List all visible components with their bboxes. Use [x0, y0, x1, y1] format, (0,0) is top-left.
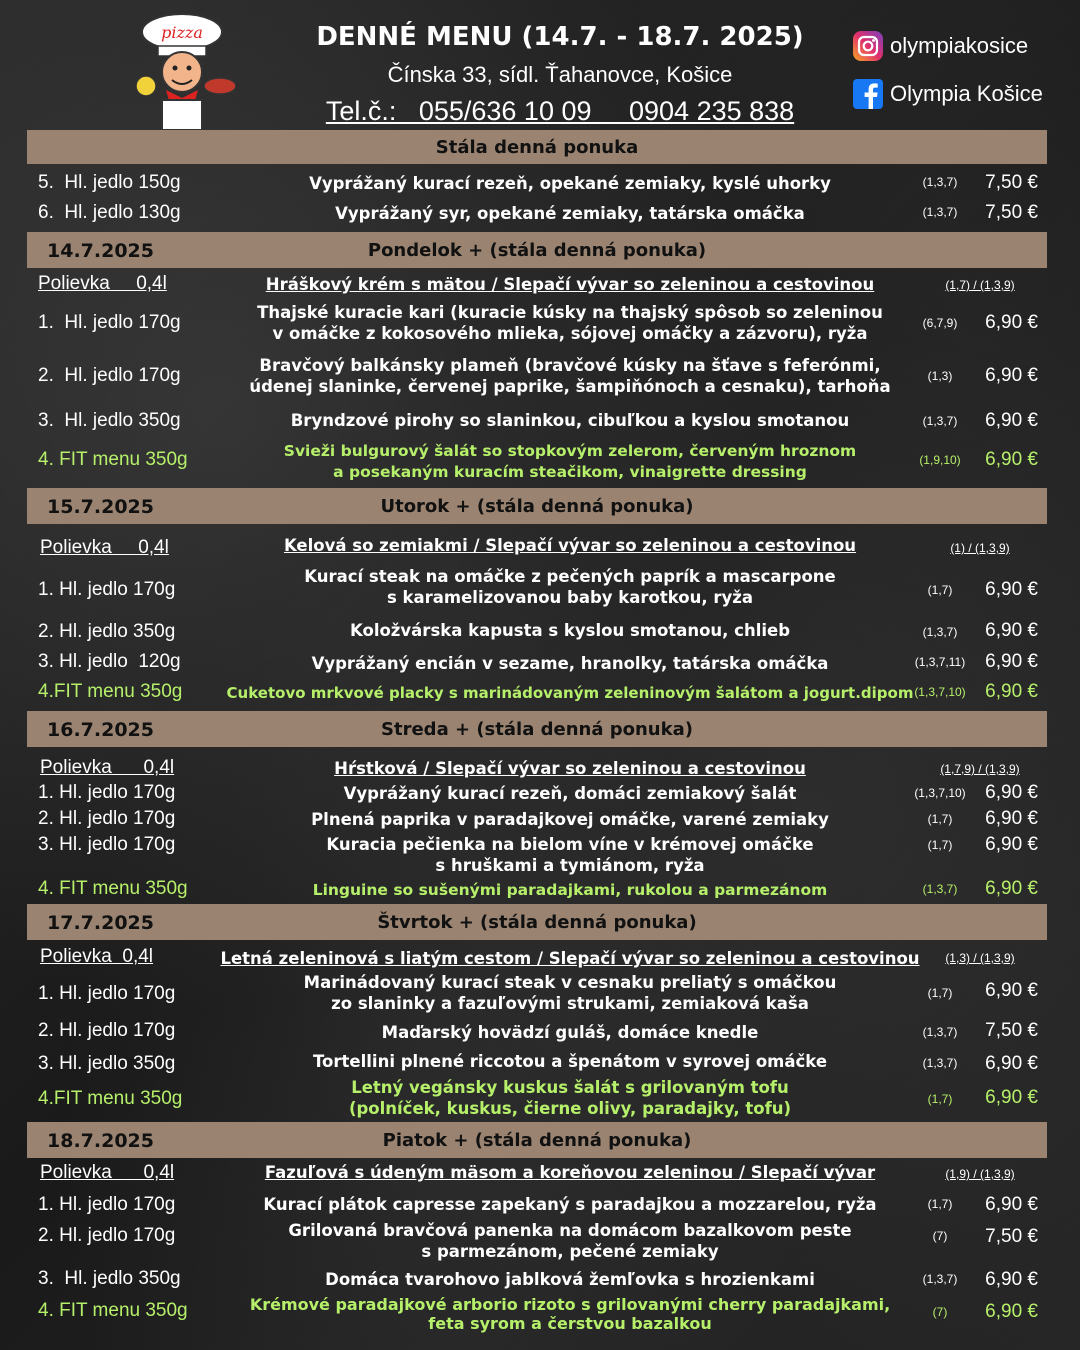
- item-label: 3. Hl. jedlo 350g: [38, 1053, 176, 1074]
- item-price: 6,90 €: [985, 620, 1038, 641]
- facebook-icon: [852, 78, 884, 110]
- item-label: 6. Hl. jedlo 130g: [38, 202, 181, 223]
- item-allergens: (1,7): [927, 838, 953, 852]
- item-price: 6,90 €: [985, 312, 1038, 333]
- day-date: 15.7.2025: [47, 496, 154, 518]
- item-description: Marinádovaný kurací steak v cesnaku preliatý s omáčkou zo slaninky a fazuľovými strukami, zemiaková kaša: [303, 973, 837, 1013]
- day-bar: [27, 711, 1047, 747]
- item-description: Kuracia pečienka na bielom víne v krémovej omáčke s hruškami a tymiánom, ryža: [326, 835, 814, 875]
- soup-label: Polievka 0,4l: [40, 757, 175, 778]
- item-allergens: (1,3,7): [922, 175, 958, 189]
- item-price: 6,90 €: [985, 1194, 1038, 1215]
- soup-allergens: (1,3) / (1,3,9): [945, 951, 1015, 965]
- day-name: Piatok + (stála denná ponuka): [382, 1130, 692, 1151]
- item-allergens: (6,7,9): [922, 316, 958, 330]
- soup-description: Letná zeleninová s liatým cestom / Slepačí vývar so zeleninou a cestovinou: [220, 949, 920, 968]
- soup-allergens: (1,9) / (1,3,9): [945, 1167, 1015, 1181]
- item-price: 6,90 €: [985, 878, 1038, 899]
- instagram-link[interactable]: [852, 30, 1028, 62]
- instagram-handle: olympiakosice: [890, 33, 1029, 58]
- day-name: Štvrtok + (stála denná ponuka): [377, 912, 697, 933]
- item-allergens: (1,3,7): [922, 1056, 958, 1070]
- item-description: Krémové paradajkové arborio rizoto s grilovanými cherry paradajkami, feta syrom a čerstvou bazalkou: [249, 1295, 891, 1333]
- item-allergens: (1,3): [927, 369, 953, 383]
- facebook-name: Olympia Košice: [890, 81, 1043, 106]
- soup-allergens: (1,7) / (1,3,9): [945, 278, 1015, 292]
- item-allergens: (1,3,7,11): [914, 655, 966, 669]
- item-description: Cuketovo mrkvové placky s marinádovaným zeleninovým šalátom a jogurt.dipom: [226, 684, 914, 702]
- day-date: 17.7.2025: [47, 912, 154, 934]
- standing-menu-title: Stála denná ponuka: [435, 137, 639, 158]
- standing-menu-bar: [27, 130, 1047, 164]
- logo-text: pizza: [161, 23, 203, 42]
- item-price: 6,90 €: [985, 782, 1038, 803]
- item-allergens: (1,7): [927, 812, 953, 826]
- soup-description: Fazuľová s údeným mäsom a koreňovou zeleninou / Slepačí vývar: [264, 1163, 876, 1182]
- soup-description: Kelová so zemiakmi / Slepačí vývar so zeleninou a cestovinou: [283, 536, 857, 555]
- item-label: 2. Hl. jedlo 170g: [38, 1020, 176, 1041]
- address: Čínska 33, sídl. Ťahanovce, Košice: [387, 62, 733, 87]
- item-price: 6,90 €: [985, 410, 1038, 431]
- soup-allergens: (1,7,9) / (1,3,9): [940, 762, 1020, 776]
- page-title: DENNÉ MENU (14.7. - 18.7. 2025): [316, 22, 804, 52]
- day-date: 18.7.2025: [47, 1130, 154, 1152]
- item-allergens: (1,3,7): [922, 414, 958, 428]
- item-label: 3. Hl. jedlo 350g: [38, 1268, 181, 1289]
- item-allergens: (7): [932, 1229, 948, 1243]
- item-label: 4. FIT menu 350g: [38, 1300, 188, 1321]
- item-description: Koložvárska kapusta s kyslou smotanou, chlieb: [349, 621, 791, 640]
- item-description: Linguine so sušenými paradajkami, rukolou a parmezánom: [312, 881, 828, 899]
- item-label: 5. Hl. jedlo 150g: [38, 172, 181, 193]
- item-allergens: (1,7): [927, 583, 953, 597]
- item-allergens: (1,9,10): [919, 453, 961, 467]
- item-price: 6,90 €: [985, 1087, 1038, 1108]
- item-label: 2. Hl. jedlo 170g: [38, 365, 181, 386]
- item-label: 2. Hl. jedlo 170g: [38, 808, 176, 829]
- item-allergens: (1,3,7): [922, 1272, 958, 1286]
- item-allergens: (1,3,7): [922, 205, 958, 219]
- item-label: 4. FIT menu 350g: [38, 449, 188, 470]
- item-description: Vyprážaný kurací rezeň, domáci zemiakový šalát: [343, 784, 797, 803]
- item-label: 4. FIT menu 350g: [38, 878, 188, 899]
- item-allergens: (1,3,7,10): [914, 786, 966, 800]
- item-description: Bryndzové pirohy so slaninkou, cibuľkou a kyslou smotanou: [290, 411, 850, 430]
- day-name: Streda + (stála denná ponuka): [381, 719, 693, 740]
- item-price: 6,90 €: [985, 651, 1038, 672]
- item-allergens: (1,3,7): [922, 882, 958, 896]
- item-description: Grilovaná bravčová panenka na domácom bazalkovom peste s parmezánom, pečené zemiaky: [288, 1221, 852, 1261]
- item-label: 1. Hl. jedlo 170g: [38, 312, 181, 333]
- item-label: 1. Hl. jedlo 170g: [38, 579, 176, 600]
- item-description: Domáca tvarohovo jablková žemľovka s hrozienkami: [325, 1270, 815, 1289]
- soup-description: Hŕstková / Slepačí vývar so zeleninou a cestovinou: [334, 759, 806, 778]
- item-description: Vyprážaný syr, opekané zemiaky, tatárska omáčka: [335, 204, 805, 223]
- soup-label: Polievka 0,4l: [40, 1162, 175, 1183]
- item-label: 4.FIT menu 350g: [38, 1088, 183, 1109]
- day-bar: [27, 232, 1047, 268]
- item-price: 7,50 €: [985, 172, 1038, 193]
- phone-numbers[interactable]: Tel.č.: 055/636 10 09 0904 235 838: [325, 96, 795, 126]
- day-bar: [27, 488, 1047, 524]
- soup-label: Polievka 0,4l: [40, 537, 169, 558]
- item-label: 1. Hl. jedlo 170g: [38, 983, 176, 1004]
- item-allergens: (1,7): [927, 986, 953, 1000]
- item-price: 7,50 €: [985, 1020, 1038, 1041]
- day-name: Utorok + (stála denná ponuka): [380, 496, 694, 517]
- item-label: 4.FIT menu 350g: [38, 681, 183, 702]
- item-label: 2. Hl. jedlo 170g: [38, 1225, 176, 1246]
- day-date: 16.7.2025: [47, 719, 154, 741]
- day-date: 14.7.2025: [47, 240, 154, 262]
- item-allergens: (1,3,7): [922, 1025, 958, 1039]
- item-price: 6,90 €: [985, 681, 1038, 702]
- item-price: 6,90 €: [985, 1053, 1038, 1074]
- item-description: Svieži bulgurový šalát so stopkovým zelerom, červeným hroznom a posekaným kuracím steačikom, vinaigrette dressing: [283, 442, 857, 481]
- item-description: Thajské kuracie kari (kuracie kúsky na thajský spôsob so zeleninou v omáčke z kokosového mlieka, sójovej omáčky a zázvoru), ryža: [257, 303, 883, 343]
- item-price: 6,90 €: [985, 449, 1038, 470]
- pizza-chef-logo: [128, 12, 236, 130]
- item-description: Vyprážaný kurací rezeň, opekané zemiaky, kyslé uhorky: [309, 174, 831, 193]
- item-price: 6,90 €: [985, 834, 1038, 855]
- item-description: Tortellini plnené riccotou a špenátom v syrovej omáčke: [312, 1052, 828, 1071]
- item-description: Vyprážaný encián v sezame, hranolky, tatárska omáčka: [311, 654, 829, 673]
- soup-allergens: (1) / (1,3,9): [950, 541, 1010, 555]
- item-allergens: (1,3,7): [922, 625, 958, 639]
- item-allergens: (1,7): [927, 1092, 953, 1106]
- item-label: 2. Hl. jedlo 350g: [38, 621, 176, 642]
- item-description: Plnená paprika v paradajkovej omáčke, varené zemiaky: [311, 810, 829, 829]
- day-name: Pondelok + (stála denná ponuka): [367, 240, 707, 261]
- item-allergens: (1,7): [927, 1197, 953, 1211]
- day-bar: [27, 1122, 1047, 1158]
- day-bar: [27, 904, 1047, 940]
- item-price: 6,90 €: [985, 579, 1038, 600]
- item-price: 6,90 €: [985, 980, 1038, 1001]
- item-description: Bravčový balkánsky plameň (bravčové kúsky na šťave s feferónmi, údenej slaninke, červenej paprike, šampiňónoch a cesnaku), tarhoňa: [249, 356, 891, 396]
- item-label: 1. Hl. jedlo 170g: [38, 782, 176, 803]
- item-label: 3. Hl. jedlo 170g: [38, 834, 176, 855]
- item-price: 7,50 €: [985, 1226, 1038, 1247]
- item-price: 7,50 €: [985, 202, 1038, 223]
- item-description: Kurací steak na omáčke z pečených paprík a mascarpone s karamelizovanou baby karotkou, ryža: [304, 567, 836, 607]
- facebook-link[interactable]: [852, 78, 1043, 110]
- item-price: 6,90 €: [985, 808, 1038, 829]
- item-price: 6,90 €: [985, 1301, 1038, 1322]
- item-allergens: (7): [932, 1305, 948, 1319]
- soup-label: Polievka 0,4l: [38, 273, 167, 294]
- item-allergens: (1,3,7,10): [914, 685, 966, 699]
- item-label: 3. Hl. jedlo 120g: [38, 651, 181, 672]
- item-description: Letný vegánsky kuskus šalát s grilovaným tofu (polníček, kuskus, čierne olivy, paradajky, tofu): [348, 1078, 792, 1118]
- soup-label: Polievka 0,4l: [40, 946, 154, 967]
- item-label: 1. Hl. jedlo 170g: [38, 1194, 176, 1215]
- item-label: 3. Hl. jedlo 350g: [38, 410, 181, 431]
- item-price: 6,90 €: [985, 365, 1038, 386]
- item-description: Maďarský hovädzí guláš, domáce knedle: [381, 1023, 759, 1042]
- item-description: Kurací plátok capresse zapekaný s paradajkou a mozzarelou, ryža: [263, 1195, 877, 1214]
- soup-description: Hráškový krém s mätou / Slepačí vývar so zeleninou a cestovinou: [265, 275, 875, 294]
- instagram-icon: [852, 30, 884, 62]
- item-price: 6,90 €: [985, 1269, 1038, 1290]
